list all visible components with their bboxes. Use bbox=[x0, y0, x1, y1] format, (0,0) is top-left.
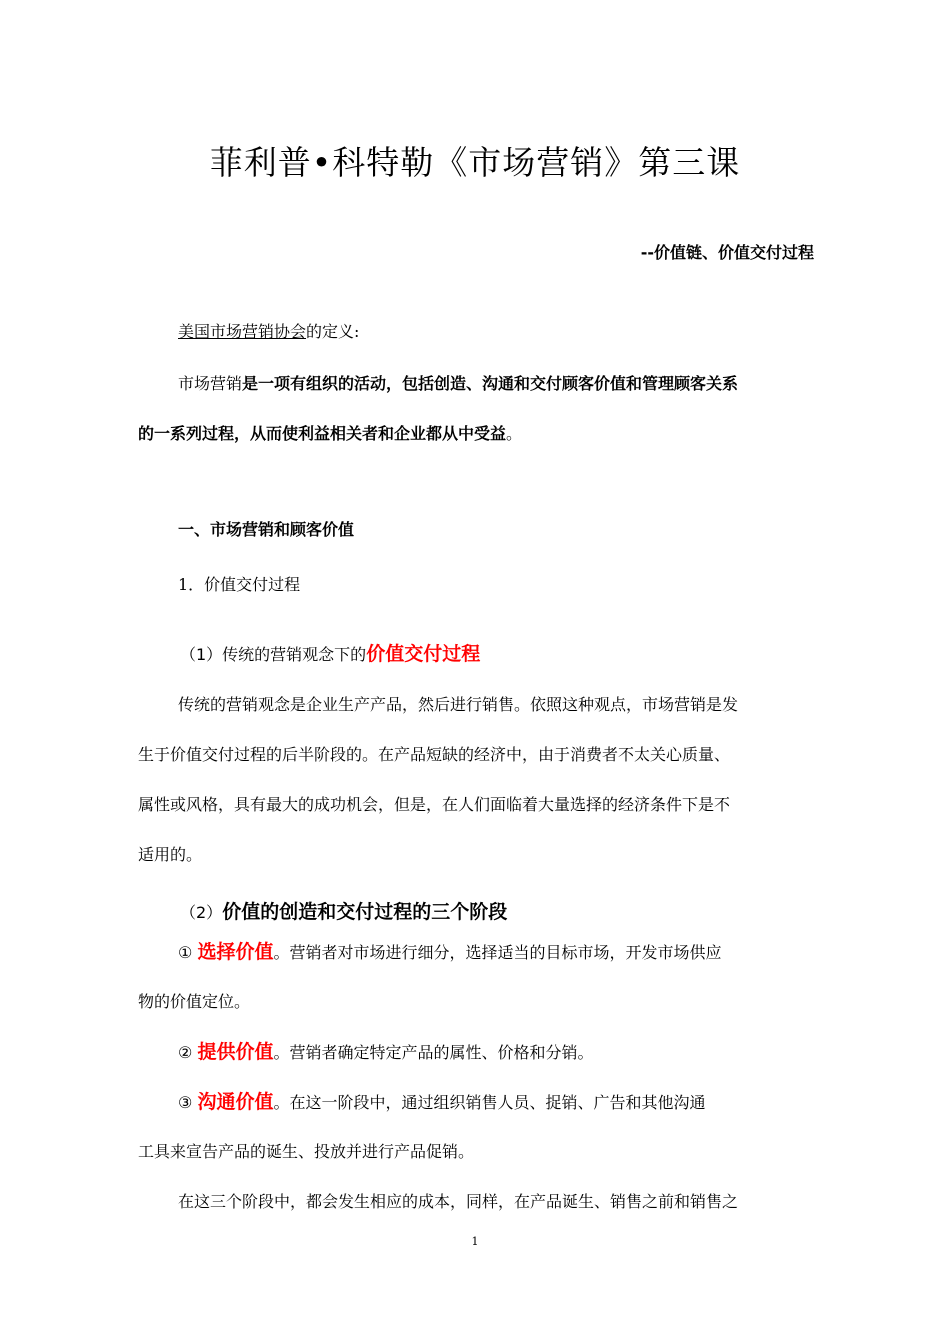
stage-1-cont: 物的价值定位。 bbox=[138, 992, 251, 1011]
definition-source: 美国市场营销协会 bbox=[178, 322, 307, 341]
stage-3-cont: 工具来宣告产品的诞生、投放并进行产品促销。 bbox=[138, 1142, 475, 1161]
stage-desc: 。营销者对市场进行细分，选择适当的目标市场，开发市场供应 bbox=[273, 943, 722, 962]
page-subtitle: --价值链、价值交付过程 bbox=[640, 243, 814, 262]
stage-number: ③ bbox=[178, 1093, 193, 1112]
stage-2 bbox=[178, 1040, 593, 1065]
paragraph-line: 适用的。 bbox=[138, 845, 203, 864]
item-2-prefix: （2） bbox=[180, 903, 223, 922]
section-heading: 一、市场营销和顾客价值 bbox=[178, 520, 355, 539]
item-1-highlight: 价值交付过程 bbox=[366, 643, 481, 665]
stage-number: ② bbox=[178, 1043, 193, 1062]
definition-term: 市场营销 bbox=[178, 374, 243, 393]
item-2-title: 价值的创造和交付过程的三个阶段 bbox=[222, 901, 508, 923]
stage-3 bbox=[178, 1090, 705, 1115]
stage-name: 沟通价值 bbox=[197, 1091, 274, 1113]
item-1-prefix: （1）传统的营销观念下的 bbox=[180, 645, 367, 664]
closing-line: 在这三个阶段中，都会发生相应的成本，同样，在产品诞生、销售之前和销售之 bbox=[178, 1192, 739, 1211]
definition-text-1: 是一项有组织的活动，包括创造、沟通和交付顾客价值和管理顾客关系 bbox=[242, 374, 739, 393]
stage-name: 选择价值 bbox=[197, 941, 274, 963]
item-2-heading bbox=[180, 897, 507, 924]
definition-text-2: 的一系列过程，从而使利益相关者和企业都从中受益 bbox=[138, 424, 507, 443]
paragraph-line: 传统的营销观念是企业生产产品，然后进行销售。依照这种观点，市场营销是发 bbox=[178, 695, 739, 714]
item-1-heading bbox=[180, 642, 480, 667]
stage-1 bbox=[178, 940, 721, 965]
definition-suffix: 的定义: bbox=[306, 322, 360, 341]
definition-line-1 bbox=[178, 372, 738, 396]
definition-intro bbox=[178, 320, 359, 344]
definition-end: 。 bbox=[506, 424, 523, 443]
page-title: 菲利普•科特勒《市场营销》第三课 bbox=[209, 143, 741, 182]
stage-desc: 。营销者确定特定产品的属性、价格和分销。 bbox=[273, 1043, 594, 1062]
page-number: 1 bbox=[471, 1235, 479, 1248]
definition-line-2 bbox=[138, 422, 522, 446]
stage-desc: 。在这一阶段中，通过组织销售人员、捉销、广告和其他沟通 bbox=[273, 1093, 706, 1112]
paragraph-line: 生于价值交付过程的后半阶段的。在产品短缺的经济中，由于消费者不太关心质量、 bbox=[138, 745, 731, 764]
paragraph-line: 属性或风格，具有最大的成功机会，但是，在人们面临着大量选择的经济条件下是不 bbox=[138, 795, 731, 814]
stage-number: ① bbox=[178, 943, 193, 962]
subsection-heading: 1．价值交付过程 bbox=[178, 575, 301, 594]
stage-name: 提供价值 bbox=[197, 1041, 274, 1063]
